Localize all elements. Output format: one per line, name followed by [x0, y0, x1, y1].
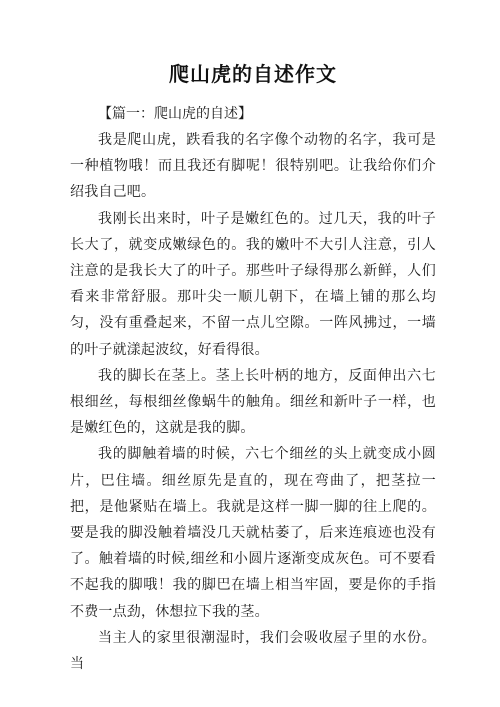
paragraph-2: 我刚长出来时，叶子是嫩红色的。过几天，我的叶子长大了，就变成嫩绿色的。我的嫩叶不大引人注意，引人注意的是我长大了的叶子。那些叶子绿得那么新鲜，人们看来非常舒服。那叶尖一顺儿朝下，在墙上铺的那么均匀，没有重叠起来，不留一点儿空隙。一阵风拂过，一墙的叶子就漾起波纹，好看得很。	[70, 210, 436, 358]
paragraph-1: 我是爬山虎，跌看我的名字像个动物的名字，我可是一种植物哦！而且我还有脚呢！很特别吧。让我给你们介绍我自己吧。	[70, 132, 436, 201]
document-title: 爬山虎的自述作文	[169, 62, 337, 86]
paragraph-5: 当主人的家里很潮湿时，我们会吸收屋子里的水份。当	[70, 629, 436, 673]
paragraph-4: 我的脚触着墙的时候，六七个细丝的头上就变成小圆片，巴住墙。细丝原先是直的，现在弯曲了，把茎拉一把，是他紧贴在墙上。我就是这样一脚一脚的往上爬的。要是我的脚没触着墙没几天就枯萎了，后来连痕迹也没有了。触着墙的时候,细丝和小圆片逐渐变成灰色。可不要看不起我的脚哦！我的脚巴在墙上相当牢固，要是你的手指不费一点劲，休想拉下我的茎。	[70, 446, 436, 620]
section-heading: 【篇一：爬山虎的自述】	[98, 106, 252, 122]
paragraph-3: 我的脚长在茎上。茎上长叶柄的地方，反面伸出六七根细丝，每根细丝像蜗牛的触角。细丝和新叶子一样，也是嫩红色的，这就是我的脚。	[70, 367, 436, 437]
